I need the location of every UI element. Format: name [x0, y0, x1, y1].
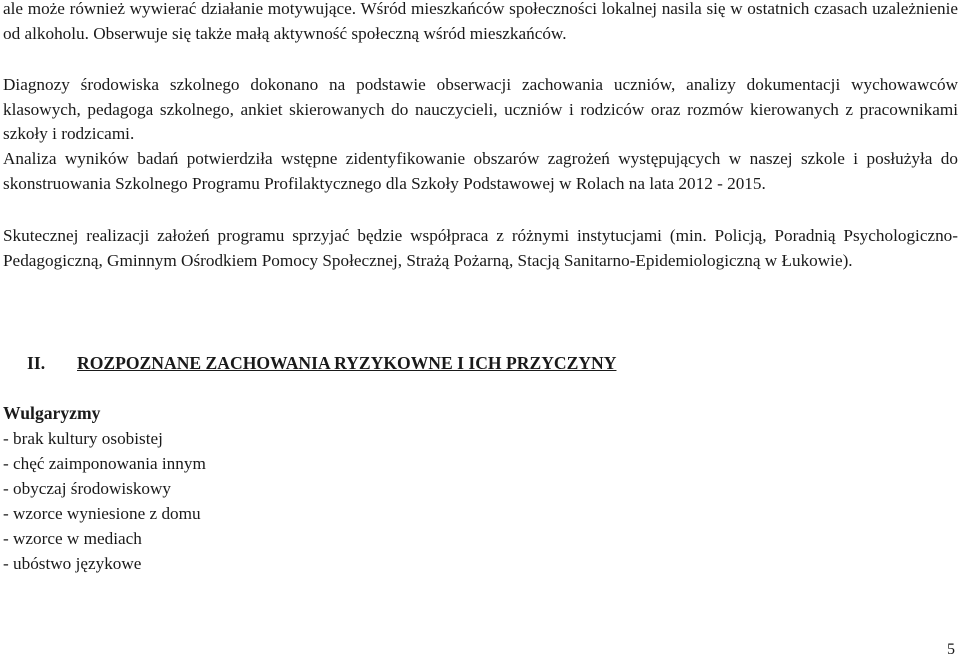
list-item: - obyczaj środowiskowy	[3, 479, 172, 498]
list-item: - ubóstwo językowe	[3, 554, 142, 573]
document-page	[3, 0, 958, 664]
page-number: 5	[947, 641, 955, 658]
section-title: ROZPOZNANE ZACHOWANIA RYZYKOWNE I ICH PRZYCZYNY	[77, 353, 617, 373]
list-item: - wzorce w mediach	[3, 529, 142, 548]
cooperation-paragraph: Skutecznej realizacji założeń programu sprzyjać będzie współpraca z różnymi instytucjami (min. Policją, Poradnią Psychologiczno-Pedagogiczną, Gminnym Ośrodkiem Pomocy Społecznej, Strażą Pożarną, Stacją Sanitarno-Epidemiologiczną w Łukowie).	[3, 226, 958, 270]
analysis-paragraph: Analiza wyników badań potwierdziła wstępne zidentyfikowanie obszarów zagrożeń występujących w naszej szkole i posłużyła do skonstruowania Szkolnego Programu Profilaktycznego dla Szkoły Podstawowej w Rolach na lata 2012 - 2015.	[3, 149, 958, 193]
causes-list	[3, 426, 206, 576]
section-number: II.	[27, 353, 46, 373]
intro-paragraph: ale może również wywierać działanie motywujące. Wśród mieszkańców społeczności lokalnej nasila się w ostatnich czasach uzależnienie od alkoholu. Obserwuje się także małą aktywność społeczną wśród mieszkańców.	[3, 0, 958, 43]
list-item: - brak kultury osobistej	[3, 429, 163, 448]
diagnosis-paragraph: Diagnozy środowiska szkolnego dokonano na podstawie obserwacji zachowania uczniów, analizy dokumentacji wychowawców klasowych, pedagoga szkolnego, ankiet skierowanych do nauczycieli, uczniów i rodziców oraz rozmów kierowanych z pracownikami szkoły i rodzicami.	[3, 75, 958, 144]
list-item: - wzorce wyniesione z domu	[3, 504, 201, 523]
list-item: - chęć zaimponowania innym	[3, 454, 206, 473]
subsection-title: Wulgaryzmy	[3, 403, 101, 423]
